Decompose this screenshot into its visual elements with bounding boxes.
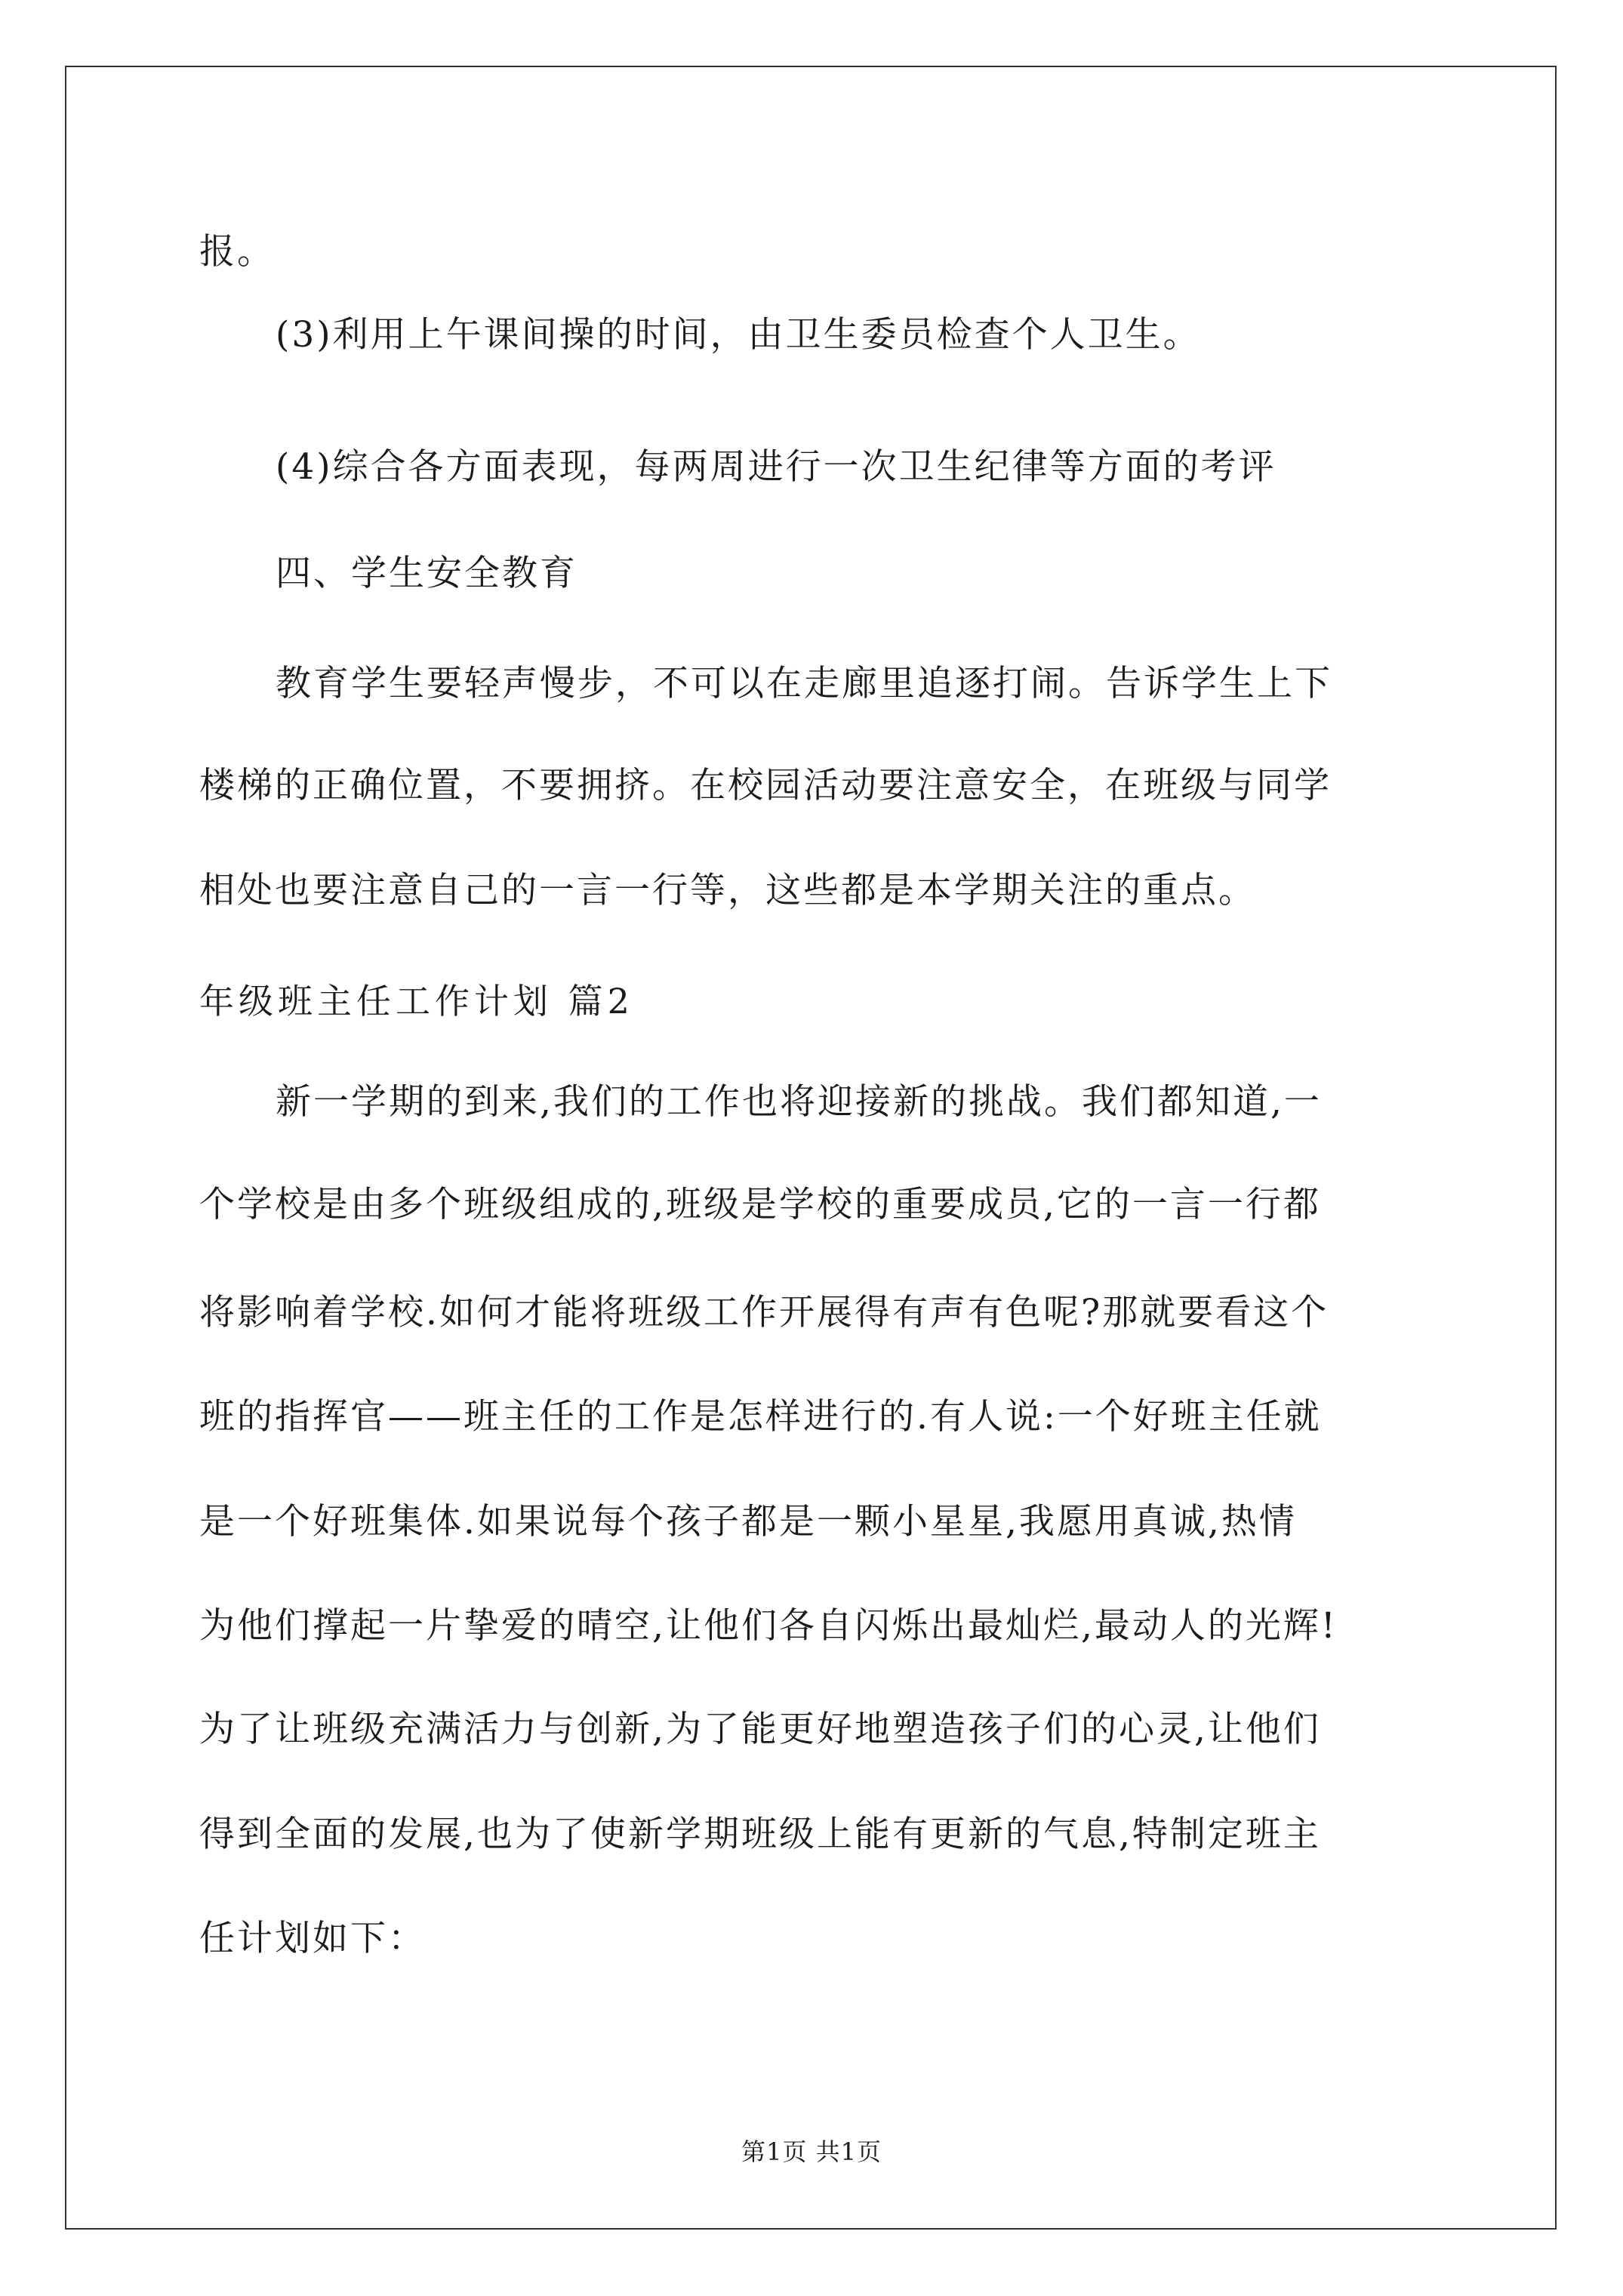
paragraph-line: (3)利用上午课间操的时间，由卫生委员检查个人卫生。: [276, 314, 1201, 356]
paragraph-line: 报。: [199, 231, 275, 273]
paragraph-line: 得到全面的发展,也为了使新学期班级上能有更新的气息,特制定班主: [199, 1814, 1321, 1855]
page-number: 第1页 共1页: [741, 2137, 882, 2166]
page-border: [65, 66, 1557, 2230]
paragraph-line: 教育学生要轻声慢步，不可以在走廊里追逐打闹。告诉学生上下: [276, 663, 1332, 704]
paragraph-line: 为了让班级充满活力与创新,为了能更好地塑造孩子们的心灵,让他们: [199, 1709, 1321, 1750]
paragraph-line: 是一个好班集体.如果说每个孩子都是一颗小星星,我愿用真诚,热情: [199, 1501, 1297, 1542]
paragraph-line: 班的指挥官——班主任的工作是怎样进行的.有人说:一个好班主任就: [199, 1396, 1322, 1438]
paragraph-line: 新一学期的到来,我们的工作也将迎接新的挑战。我们都知道,一: [276, 1081, 1322, 1123]
paragraph-line: (4)综合各方面表现，每两周进行一次卫生纪律等方面的考评: [276, 446, 1277, 488]
article-title: 年级班主任工作计划 篇2: [199, 981, 634, 1022]
paragraph-line: 个学校是由多个班级组成的,班级是学校的重要成员,它的一言一行都: [199, 1184, 1321, 1225]
paragraph-line: 相处也要注意自己的一言一行等，这些都是本学期关注的重点。: [199, 870, 1256, 911]
paragraph-line: 任计划如下：: [199, 1918, 426, 1959]
paragraph-line: 为他们撑起一片挚爱的晴空,让他们各自闪烁出最灿烂,最动人的光辉!: [199, 1605, 1338, 1647]
section-heading: 四、学生安全教育: [276, 553, 577, 594]
paragraph-line: 楼梯的正确位置，不要拥挤。在校园活动要注意安全，在班级与同学: [199, 765, 1332, 806]
paragraph-line: 将影响着学校.如何才能将班级工作开展得有声有色呢?那就要看这个: [199, 1292, 1329, 1333]
